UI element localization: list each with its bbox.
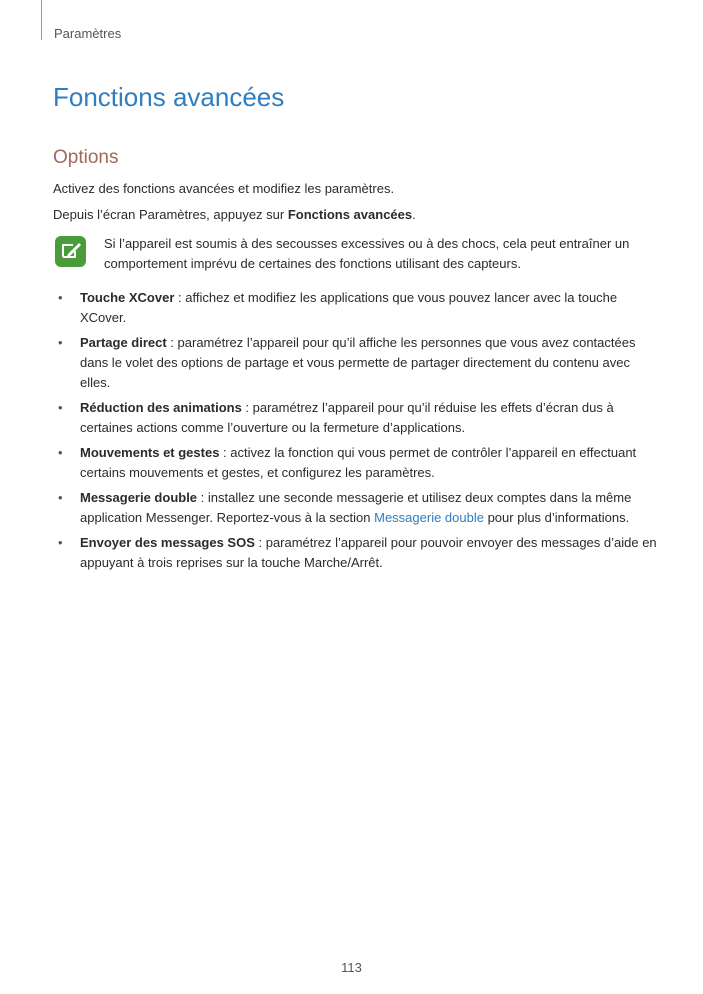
feature-name: Touche XCover	[80, 290, 175, 305]
intro-line-2-menu-name: Fonctions avancées	[287, 207, 413, 222]
feature-description: : activez la fonction qui vous permet de contrôler l’appareil en effectuant certains mouvements et gestes, et configurez les paramètres.	[80, 445, 637, 480]
feature-description: : installez une seconde messagerie et utilisez deux comptes dans la même application Messenger. Reportez-vous à la section	[80, 490, 632, 525]
bullet: •	[58, 445, 63, 460]
page-title: Fonctions avancées	[53, 82, 285, 112]
feature-name: Envoyer des messages SOS	[80, 535, 255, 550]
list-item	[58, 488, 658, 528]
list-item	[58, 533, 658, 573]
intro-line-2-prefix: Depuis l’écran Paramètres, appuyez sur	[53, 207, 288, 222]
feature-description: : affichez et modifiez les applications que vous pouvez lancer avec la touche XCover.	[80, 290, 618, 325]
section-heading-options: Options	[53, 147, 119, 168]
bullet: •	[58, 400, 63, 415]
list-item	[58, 443, 658, 483]
messagerie-double-link[interactable]: Messagerie double	[374, 510, 484, 525]
bullet: •	[58, 535, 63, 550]
intro-line-1: Activez des fonctions avancées et modifiez les paramètres.	[53, 181, 395, 196]
intro-line-2	[53, 206, 416, 224]
feature-name: Réduction des animations	[80, 400, 242, 415]
note-pencil-icon	[54, 235, 87, 268]
intro-line-2-suffix: .	[412, 207, 416, 222]
bullet: •	[58, 490, 63, 505]
page-number: 113	[341, 960, 362, 975]
feature-list	[58, 288, 658, 578]
feature-name: Mouvements et gestes	[80, 445, 220, 460]
bullet: •	[58, 290, 63, 305]
list-item	[58, 398, 658, 438]
header-section-label: Paramètres	[54, 26, 122, 41]
bullet: •	[58, 335, 63, 350]
list-item	[58, 288, 658, 328]
feature-description: : paramétrez l’appareil pour pouvoir envoyer des messages d’aide en appuyant à trois reprises sur la touche Marche/Arrêt.	[80, 535, 657, 570]
feature-name: Messagerie double	[80, 490, 198, 505]
feature-description-end: pour plus d’informations.	[483, 510, 630, 525]
feature-description: : paramétrez l’appareil pour qu’il affiche les personnes que vous avez contactées dans le volet des options de partage et vous permette de partager directement du contenu avec elles.	[80, 335, 636, 390]
feature-name: Partage direct	[80, 335, 167, 350]
note-text: Si l’appareil est soumis à des secousses excessives ou à des chocs, cela peut entraîner un comportement imprévu de certaines des fonctions utilisant des capteurs.	[104, 236, 630, 271]
feature-description: : paramétrez l’appareil pour qu’il réduise les effets d’écran dus à certaines actions comme l’ouverture ou la fermeture d’applications.	[80, 400, 614, 435]
header-rule	[41, 0, 42, 40]
list-item	[58, 333, 658, 393]
